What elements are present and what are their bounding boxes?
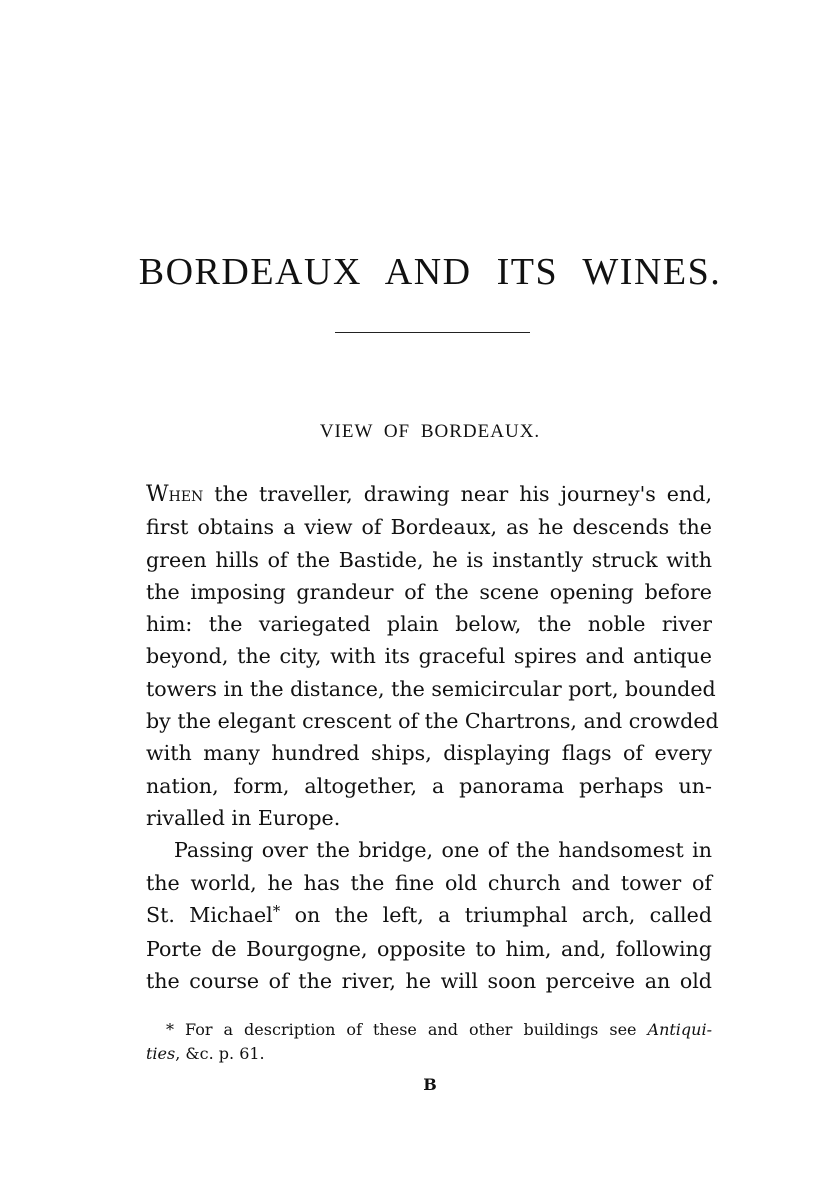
- text-line: the course of the river, he will soon perceive an old: [146, 969, 712, 994]
- text-line: [146, 899, 712, 933]
- text-line: [146, 478, 712, 511]
- text-line: with many hundred ships, displaying flags of every: [146, 741, 712, 766]
- footnote-line: [146, 1018, 712, 1042]
- text-line: first obtains a view of Bordeaux, as he descends the: [146, 515, 712, 540]
- footnote-line: [146, 1042, 712, 1066]
- text-line: by the elegant crescent of the Chartrons, and crowded: [146, 709, 719, 734]
- text-line: him: the variegated plain below, the noble river: [146, 612, 712, 637]
- footnote-text: , &c. p. 61.: [175, 1044, 265, 1063]
- footnote-marker: *: [166, 1020, 174, 1039]
- lead-capital: W: [146, 482, 169, 507]
- lead-smallcaps: hen: [168, 482, 204, 506]
- footnote-italic: Antiqui-: [647, 1020, 712, 1039]
- signature-mark: B: [423, 1075, 437, 1094]
- footnote-text: For a description of these and other buildings see: [174, 1020, 648, 1039]
- body-text: [146, 478, 719, 998]
- text-line: nation, form, altogether, a panorama perhaps un-: [146, 773, 712, 798]
- text-line: Passing over the bridge, one of the handsomest in: [174, 838, 712, 863]
- footnote: [146, 1018, 712, 1066]
- footnote-italic: ties: [146, 1044, 176, 1063]
- text-line: the imposing grandeur of the scene opening before: [146, 579, 712, 604]
- paragraph-2: [146, 834, 712, 997]
- text-line: Porte de Bourgogne, opposite to him, and, following: [146, 937, 712, 962]
- title-rule: [335, 332, 530, 333]
- text-line: beyond, the city, with its graceful spires and antique: [146, 644, 712, 669]
- text-line: rivalled in Europe.: [146, 805, 341, 830]
- text-line: the world, he has the fine old church and tower of: [146, 870, 712, 895]
- line-text: on the left, a triumphal arch, called: [280, 902, 713, 927]
- paragraph-1: [146, 478, 719, 834]
- text-line: towers in the distance, the semicircular port, bounded: [146, 676, 716, 701]
- section-heading: VIEW OF BORDEAUX.: [319, 421, 541, 442]
- text-line: green hills of the Bastide, he is instantly struck with: [146, 547, 712, 572]
- line-text: the traveller, drawing near his journey's end,: [203, 482, 712, 506]
- page-title: BORDEAUX AND ITS WINES.: [138, 251, 722, 293]
- line-text: St. Michael: [146, 902, 273, 927]
- footnote-marker: *: [272, 901, 281, 920]
